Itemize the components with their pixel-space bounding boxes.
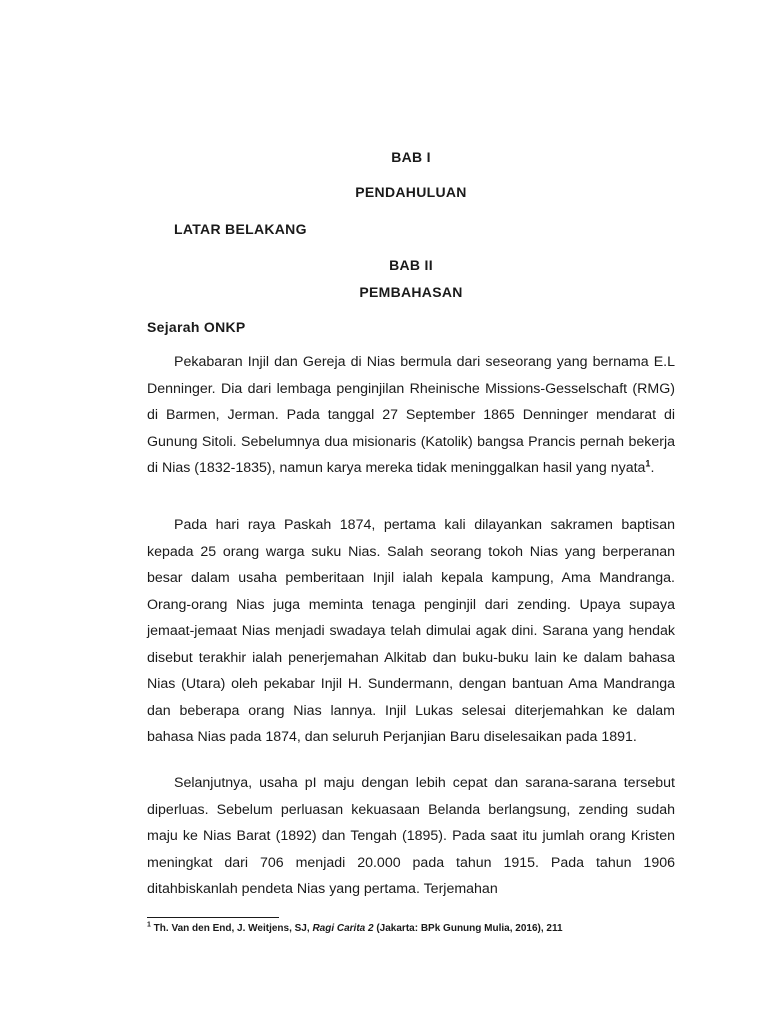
- footnote-number: 1: [147, 921, 151, 929]
- body-paragraph-1: [147, 349, 675, 482]
- body-paragraph-3: Selanjutnya, usaha pI maju dengan lebih cepat dan sarana-sarana tersebut diperluas. Sebelum perluasan kekuasaan Belanda berlangsung, zending sudah maju ke Nias Barat (1892) dan Tengah (1895). Pada saat itu jumlah orang Kristen meningkat dari 706 menjadi 20.000 pada tahun 1915. Pada tahun 1906 ditahbiskanlah pendeta Nias yang pertama. Terjemahan: [147, 775, 675, 897]
- chapter-heading-bab-2: BAB II: [389, 257, 433, 273]
- paragraph-text: Pekabaran Injil dan Gereja di Nias bermula dari seseorang yang bernama E.L Denninger. Dia dari lembaga penginjilan Rheinische Missions-Gesselschaft (RMG) di Barmen, Jerman. Pada tanggal 27 September 1865 Denninger mendarat di Gunung Sitoli. Sebelumnya dua misionaris (Katolik) bangsa Prancis pernah bekerja di Nias (1832-1835), namun karya mereka tidak meninggalkan hasil yang nyata: [147, 354, 675, 476]
- footnote-publication: (Jakarta: BPk Gunung Mulia, 2016), 211: [373, 923, 563, 934]
- paragraph-end: .: [650, 460, 655, 476]
- chapter-heading-bab-1: BAB I: [391, 149, 431, 165]
- footnote-separator: [147, 917, 279, 918]
- footnote: [147, 923, 563, 934]
- body-paragraph-2: Pada hari raya Paskah 1874, pertama kali dilayankan sakramen baptisan kepada 25 orang warga suku Nias. Salah seorang tokoh Nias yang berperanan besar dalam usaha pemberitaan Injil ialah kepala kampung, Ama Mandranga. Orang-orang Nias juga meminta tenaga penginjil dari zending. Upaya supaya jemaat-jemaat Nias menjadi swadaya telah dimulai agak dini. Sarana yang hendak disebut terakhir ialah penerjemahan Alkitab dan buku-buku lain ke dalam bahasa Nias (Utara) oleh pekabar Injil H. Sundermann, dengan bantuan Ama Mandranga dan beberapa orang Nias lannya. Injil Lukas selesai diterjemahkan ke dalam bahasa Nias pada 1874, dan seluruh Perjanjian Baru diselesaikan pada 1891.: [147, 517, 675, 745]
- chapter-title-pendahuluan: PENDAHULUAN: [355, 184, 467, 200]
- section-heading-sejarah-onkp: Sejarah ONKP: [147, 319, 246, 335]
- footnote-authors: Th. Van den End, J. Weitjens, SJ,: [150, 923, 313, 934]
- footnote-reference: 1: [645, 458, 651, 469]
- chapter-title-pembahasan: PEMBAHASAN: [359, 284, 463, 300]
- footnote-book-title: Ragi Carita 2: [312, 923, 374, 934]
- section-heading-latar-belakang: LATAR BELAKANG: [174, 221, 307, 237]
